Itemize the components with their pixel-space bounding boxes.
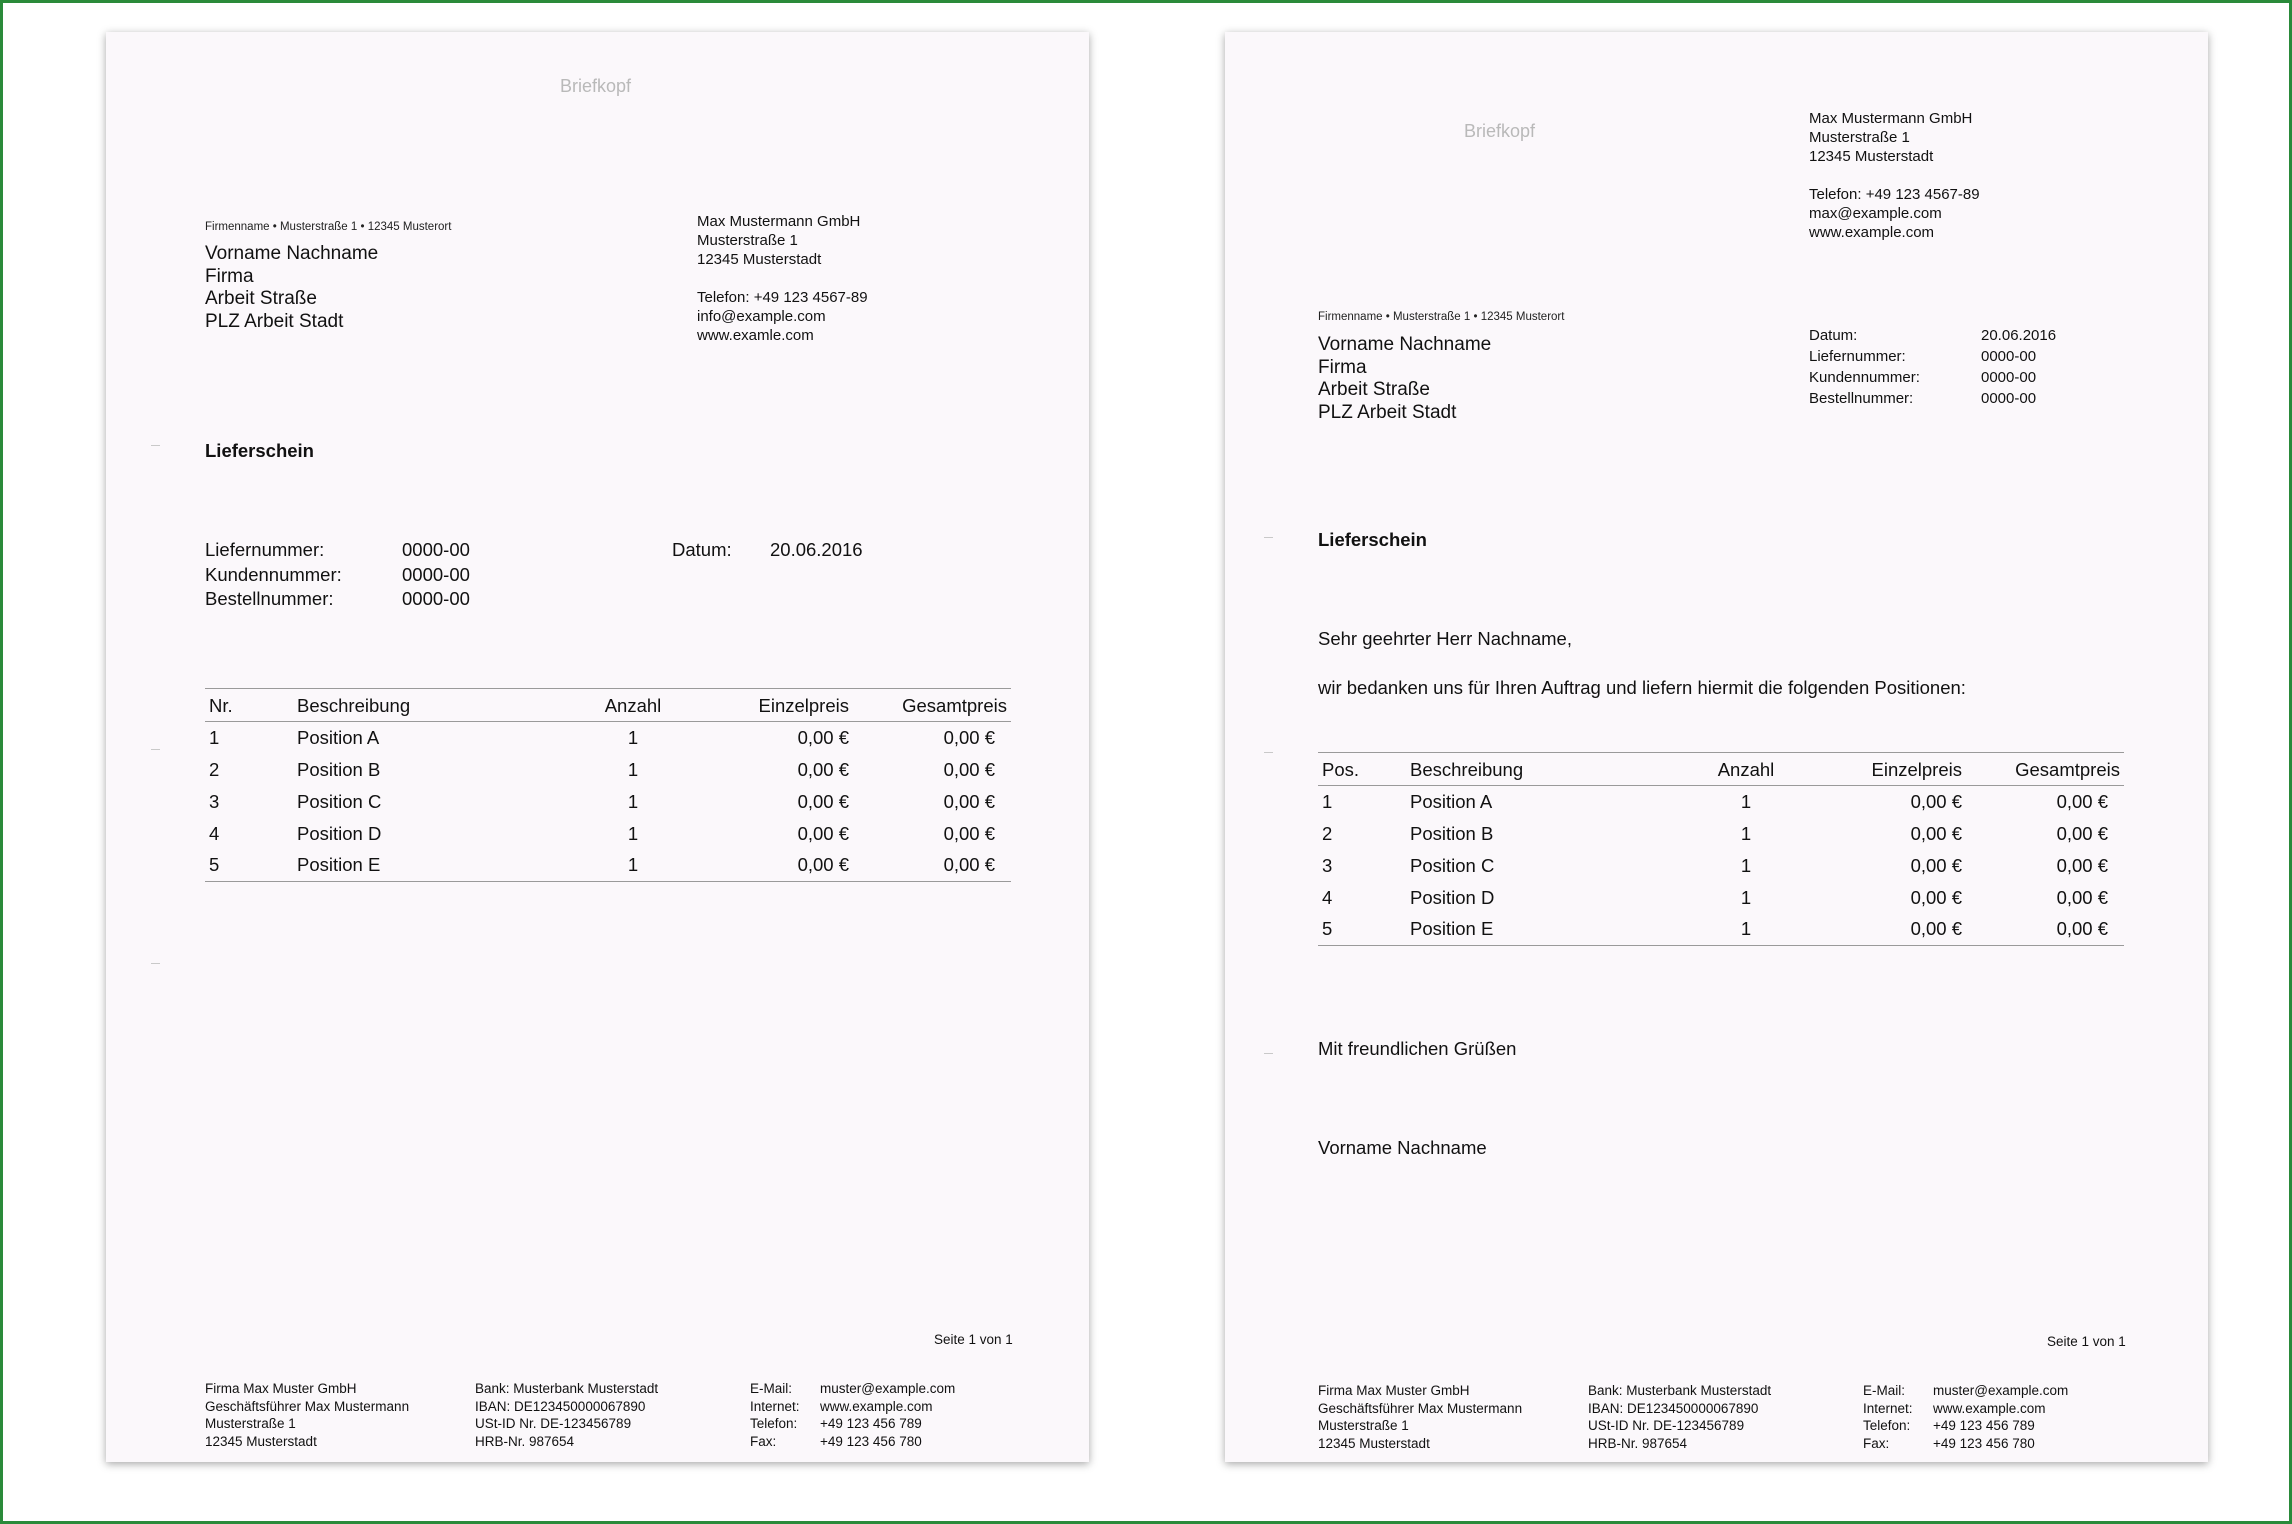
company-line: Musterstraße 1: [697, 232, 798, 249]
footer-company: [1318, 1382, 1522, 1452]
punch-mark: [1264, 752, 1273, 753]
footer-bank: [1588, 1382, 1771, 1452]
footer-phone: +49 123 456 789: [1933, 1418, 2035, 1433]
page-number: Seite 1 von 1: [2047, 1334, 2126, 1349]
table-row: [205, 850, 1011, 882]
meta-value: 0000-00: [402, 539, 470, 560]
cell-total-price: 0,00 €: [2056, 854, 2108, 876]
cell-description: Position E: [293, 850, 583, 882]
footer-contact: [750, 1380, 955, 1450]
recipient-line: Vorname Nachname: [205, 243, 379, 264]
footer-label: Fax:: [750, 1433, 777, 1449]
table-row: [1318, 786, 2124, 818]
meta-label: Liefernummer:: [205, 539, 325, 560]
meta-value: 0000-00: [402, 588, 470, 609]
footer-label: Internet:: [1863, 1400, 1913, 1416]
footer-line: Bank: Musterbank Musterstadt: [1588, 1383, 1772, 1398]
footer-line: IBAN: DE123450000067890: [1588, 1400, 1759, 1416]
footer-fax: +49 123 456 780: [820, 1433, 922, 1449]
footer-website: www.example.com: [1933, 1400, 2046, 1416]
cell-pos: 2: [1322, 822, 1333, 844]
cell-total-price: 0,00 €: [853, 850, 1011, 882]
company-line: Max Mustermann GmbH: [697, 213, 861, 230]
delivery-meta: [205, 538, 470, 612]
company-line: 12345 Musterstadt: [1809, 148, 1934, 165]
recipient-address: [205, 243, 378, 333]
footer-bank: [475, 1380, 658, 1450]
sender-return-line: Firmenname • Musterstraße 1 • 12345 Musterort: [205, 221, 452, 233]
cell-description: Position B: [297, 758, 381, 780]
cell-quantity: 1: [1740, 854, 1752, 876]
header-nr: Nr.: [205, 689, 293, 722]
recipient-line: Firma: [1318, 356, 1367, 378]
recipient-line: Arbeit Straße: [1318, 379, 1430, 400]
cell-pos: 1: [1322, 790, 1333, 812]
header-pos: Pos.: [1318, 753, 1406, 786]
footer-label: Fax:: [1863, 1435, 1890, 1451]
footer-label: Internet:: [750, 1398, 800, 1414]
cell-description: Position E: [1406, 914, 1696, 946]
closing-text: Mit freundlichen Grüßen: [1318, 1038, 1517, 1059]
cell-total-price: 0,00 €: [943, 726, 995, 748]
table-header-row: [205, 689, 1011, 722]
header-description: Beschreibung: [293, 689, 583, 722]
table-row: [1318, 882, 2124, 914]
positions-table: [205, 688, 1011, 882]
cell-unit-price: 0,00 €: [797, 726, 849, 748]
salutation: Sehr geehrter Herr Nachname,: [1318, 628, 1572, 649]
footer-label: Telefon:: [1863, 1418, 1911, 1433]
cell-total-price: 0,00 €: [1966, 914, 2124, 946]
fold-mark: [1264, 537, 1273, 538]
cell-quantity: 1: [1696, 914, 1796, 946]
cell-unit-price: 0,00 €: [1910, 822, 1962, 844]
document-page-1: [106, 32, 1089, 1462]
cell-unit-price: 0,00 €: [1796, 914, 1966, 946]
table-header-row: [1318, 753, 2124, 786]
contact-email: max@example.com: [1809, 205, 1942, 222]
cell-description: Position A: [297, 726, 380, 748]
header-total-price: Gesamtpreis: [853, 689, 1011, 722]
contact-website: www.examle.com: [697, 327, 814, 344]
cell-total-price: 0,00 €: [943, 758, 995, 780]
meta-label: Liefernummer:: [1809, 348, 1906, 365]
document-title: Lieferschein: [205, 440, 314, 461]
cell-pos: 5: [1318, 914, 1406, 946]
meta-label: Datum:: [1809, 327, 1858, 344]
document-page-2: [1225, 32, 2208, 1462]
sender-return-line: Firmenname • Musterstraße 1 • 12345 Musterort: [1318, 311, 1565, 323]
cell-pos: 4: [1322, 886, 1333, 908]
cell-nr: 4: [209, 822, 220, 844]
contact-email: info@example.com: [697, 308, 826, 325]
footer-line: Geschäftsführer Max Mustermann: [1318, 1400, 1523, 1416]
table-row: [205, 786, 1011, 818]
footer-line: HRB-Nr. 987654: [1588, 1435, 1688, 1451]
footer-line: Firma Max Muster GmbH: [205, 1381, 357, 1396]
recipient-line: Arbeit Straße: [205, 288, 317, 309]
header-quantity: Anzahl: [1696, 753, 1796, 786]
meta-value: 0000-00: [402, 563, 470, 585]
header-unit-price: Einzelpreis: [683, 689, 853, 722]
cell-total-price: 0,00 €: [2056, 822, 2108, 844]
meta-value: 20.06.2016: [1981, 327, 2057, 344]
footer-phone: +49 123 456 789: [820, 1416, 922, 1431]
table-row: [205, 754, 1011, 786]
cell-total-price: 0,00 €: [2056, 886, 2108, 908]
recipient-address: [1318, 334, 1491, 424]
footer-line: USt-ID Nr. DE-123456789: [475, 1416, 632, 1431]
header-quantity: Anzahl: [583, 689, 683, 722]
company-info: [1809, 109, 1980, 242]
intro-text: wir bedanken uns für Ihren Auftrag und liefern hiermit die folgenden Positionen:: [1318, 677, 1966, 698]
fold-mark: [1264, 1053, 1273, 1054]
meta-value: 0000-00: [1981, 348, 2037, 365]
table-row: [1318, 850, 2124, 882]
meta-value: 0000-00: [1981, 390, 2037, 407]
page-number: Seite 1 von 1: [934, 1332, 1013, 1347]
cell-nr: 3: [209, 790, 220, 812]
footer-website: www.example.com: [820, 1398, 933, 1414]
header-description: Beschreibung: [1406, 753, 1696, 786]
letterhead-placeholder: Briefkopf: [1464, 121, 1536, 141]
footer-email: muster@example.com: [820, 1381, 956, 1396]
date-label: Datum:: [672, 539, 732, 560]
footer-line: USt-ID Nr. DE-123456789: [1588, 1418, 1745, 1433]
table-row: [205, 722, 1011, 754]
footer-company: [205, 1380, 409, 1450]
cell-unit-price: 0,00 €: [797, 822, 849, 844]
meta-label: Bestellnummer:: [205, 588, 334, 609]
cell-quantity: 1: [1740, 886, 1752, 908]
cell-quantity: 1: [627, 758, 639, 780]
cell-pos: 3: [1322, 854, 1333, 876]
footer-line: 12345 Musterstadt: [205, 1433, 317, 1449]
footer-line: HRB-Nr. 987654: [475, 1433, 575, 1449]
footer-line: Bank: Musterbank Musterstadt: [475, 1381, 659, 1396]
footer-label: E-Mail:: [1863, 1383, 1906, 1398]
footer-label: E-Mail:: [750, 1381, 793, 1396]
letterhead-placeholder: Briefkopf: [560, 76, 632, 96]
footer-line: IBAN: DE123450000067890: [475, 1398, 646, 1414]
recipient-line: PLZ Arbeit Stadt: [1318, 401, 1457, 423]
table-row: [1318, 818, 2124, 850]
footer-contact: [1863, 1382, 2068, 1452]
fold-mark: [151, 445, 160, 446]
cell-quantity: 1: [627, 726, 639, 748]
company-line: Musterstraße 1: [1809, 129, 1910, 146]
cell-total-price: 0,00 €: [943, 790, 995, 812]
footer-line: 12345 Musterstadt: [1318, 1435, 1430, 1451]
meta-label: Kundennummer:: [205, 563, 342, 585]
cell-unit-price: 0,00 €: [1910, 790, 1962, 812]
cell-total-price: 0,00 €: [943, 822, 995, 844]
contact-website: www.example.com: [1809, 224, 1935, 241]
cell-nr: 5: [205, 850, 293, 882]
contact-phone: Telefon: +49 123 4567-89: [697, 289, 868, 306]
cell-description: Position C: [1410, 854, 1495, 876]
company-line: 12345 Musterstadt: [697, 251, 822, 268]
document-title: Lieferschein: [1318, 529, 1427, 550]
company-line: Max Mustermann GmbH: [1809, 110, 1973, 127]
footer-line: Firma Max Muster GmbH: [1318, 1383, 1470, 1398]
table-row: [1318, 914, 2124, 946]
cell-description: Position D: [297, 822, 382, 844]
punch-mark: [151, 963, 160, 964]
cell-quantity: 1: [627, 822, 639, 844]
cell-quantity: 1: [627, 790, 639, 812]
cell-unit-price: 0,00 €: [797, 758, 849, 780]
footer-label: Telefon:: [750, 1416, 798, 1431]
company-info: [697, 212, 868, 345]
recipient-line: Firma: [205, 265, 254, 287]
cell-description: Position C: [297, 790, 382, 812]
meta-label: Bestellnummer:: [1809, 390, 1914, 407]
positions-table: [1318, 752, 2124, 946]
table-row: [205, 818, 1011, 850]
footer-line: Musterstraße 1: [205, 1416, 296, 1431]
recipient-line: Vorname Nachname: [1318, 334, 1492, 355]
cell-unit-price: 0,00 €: [1910, 854, 1962, 876]
fold-mark: [151, 749, 160, 750]
cell-description: Position B: [1410, 822, 1494, 844]
cell-unit-price: 0,00 €: [1910, 886, 1962, 908]
cell-description: Position D: [1410, 886, 1495, 908]
header-total-price: Gesamtpreis: [1966, 753, 2124, 786]
meta-label: Kundennummer:: [1809, 369, 1920, 386]
footer-email: muster@example.com: [1933, 1383, 2069, 1398]
contact-phone: Telefon: +49 123 4567-89: [1809, 186, 1980, 203]
date-value: 20.06.2016: [770, 539, 863, 560]
signature-name: Vorname Nachname: [1318, 1137, 1487, 1158]
footer-line: Musterstraße 1: [1318, 1418, 1409, 1433]
cell-unit-price: 0,00 €: [683, 850, 853, 882]
cell-quantity: 1: [1740, 790, 1752, 812]
cell-nr: 2: [209, 758, 220, 780]
cell-total-price: 0,00 €: [2056, 790, 2108, 812]
footer-fax: +49 123 456 780: [1933, 1435, 2035, 1451]
recipient-line: PLZ Arbeit Stadt: [205, 310, 344, 332]
header-unit-price: Einzelpreis: [1796, 753, 1966, 786]
cell-quantity: 1: [1740, 822, 1752, 844]
cell-unit-price: 0,00 €: [797, 790, 849, 812]
cell-description: Position A: [1410, 790, 1493, 812]
meta-value: 0000-00: [1981, 369, 2037, 386]
cell-quantity: 1: [583, 850, 683, 882]
cell-nr: 1: [209, 726, 220, 748]
delivery-meta: [1809, 325, 2056, 409]
footer-line: Geschäftsführer Max Mustermann: [205, 1398, 410, 1414]
